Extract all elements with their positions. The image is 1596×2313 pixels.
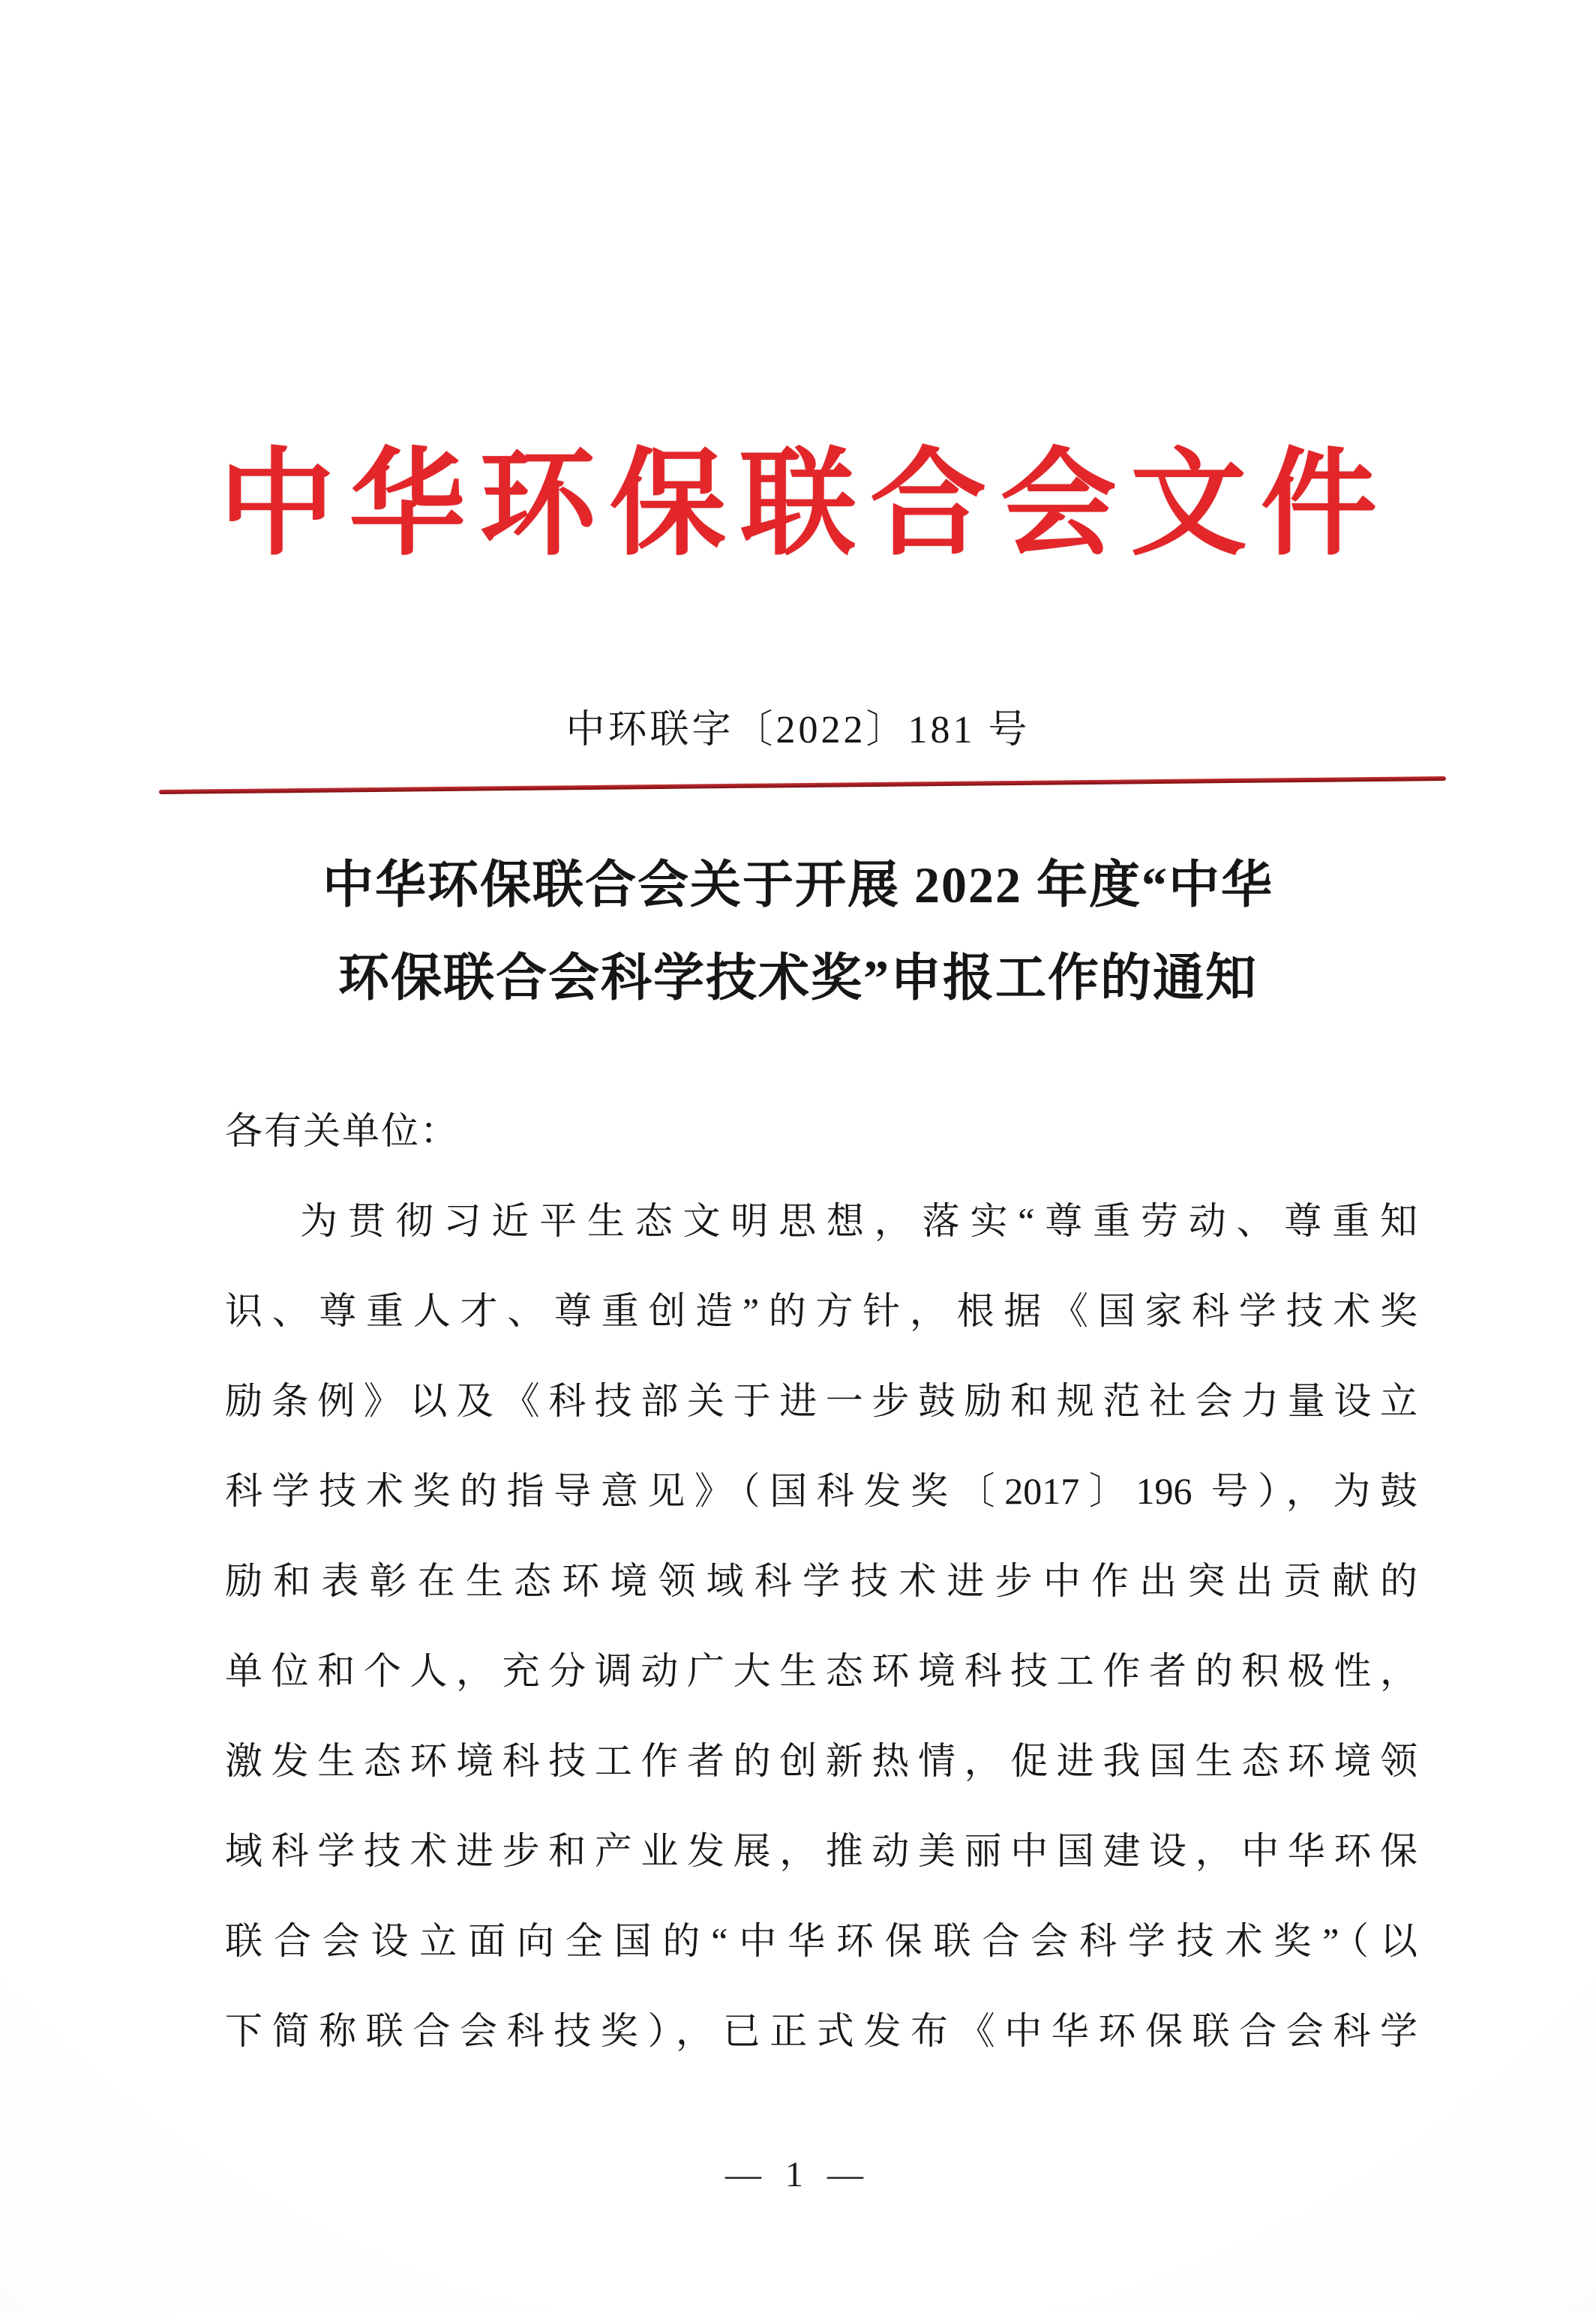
letterhead-org-title: 中华环保联合会文件 <box>219 440 1391 569</box>
document-title-line-2: 环保联合会科学技术奖”申报工作的通知 <box>338 950 1258 1006</box>
body-line: 为贯彻习近平生态文明思想，落实“尊重劳动、尊重知 <box>300 1200 1418 1242</box>
document-title-line-1: 中华环保联合会关于开展 2022 年度“中华 <box>322 856 1274 914</box>
salutation: 各有关单位： <box>225 1110 459 1152</box>
body-line: 联合会设立面向全国的“中华环保联合会科学技术奖”（以 <box>225 1920 1418 1962</box>
document-reference-number: 中环联字〔2022〕181 号 <box>566 709 1030 752</box>
body-line: 识、尊重人才、尊重创造”的方针，根据《国家科学技术奖 <box>225 1290 1418 1332</box>
document-title <box>123 838 1473 1024</box>
page-number: — 1 — <box>725 2155 871 2194</box>
body-line: 励和表彰在生态环境领域科学技术进步中作出突出贡献的 <box>225 1560 1418 1602</box>
body-line: 激发生态环境科技工作者的创新热情，促进我国生态环境领 <box>225 1740 1418 1782</box>
document-body <box>225 1086 1418 2076</box>
body-line: 下简称联合会科技奖），已正式发布《中华环保联合会科学 <box>225 2010 1418 2052</box>
body-line: 单位和个人，充分调动广大生态环境科技工作者的积极性， <box>225 1650 1418 1692</box>
body-line: 域科学技术进步和产业发展，推动美丽中国建设，中华环保 <box>225 1830 1418 1872</box>
body-line: 励条例》以及《科技部关于进一步鼓励和规范社会力量设立 <box>225 1380 1418 1422</box>
red-separator-line <box>159 776 1446 794</box>
body-line: 科学技术奖的指导意见》（国科发奖〔2017〕196 号），为鼓 <box>225 1470 1418 1512</box>
